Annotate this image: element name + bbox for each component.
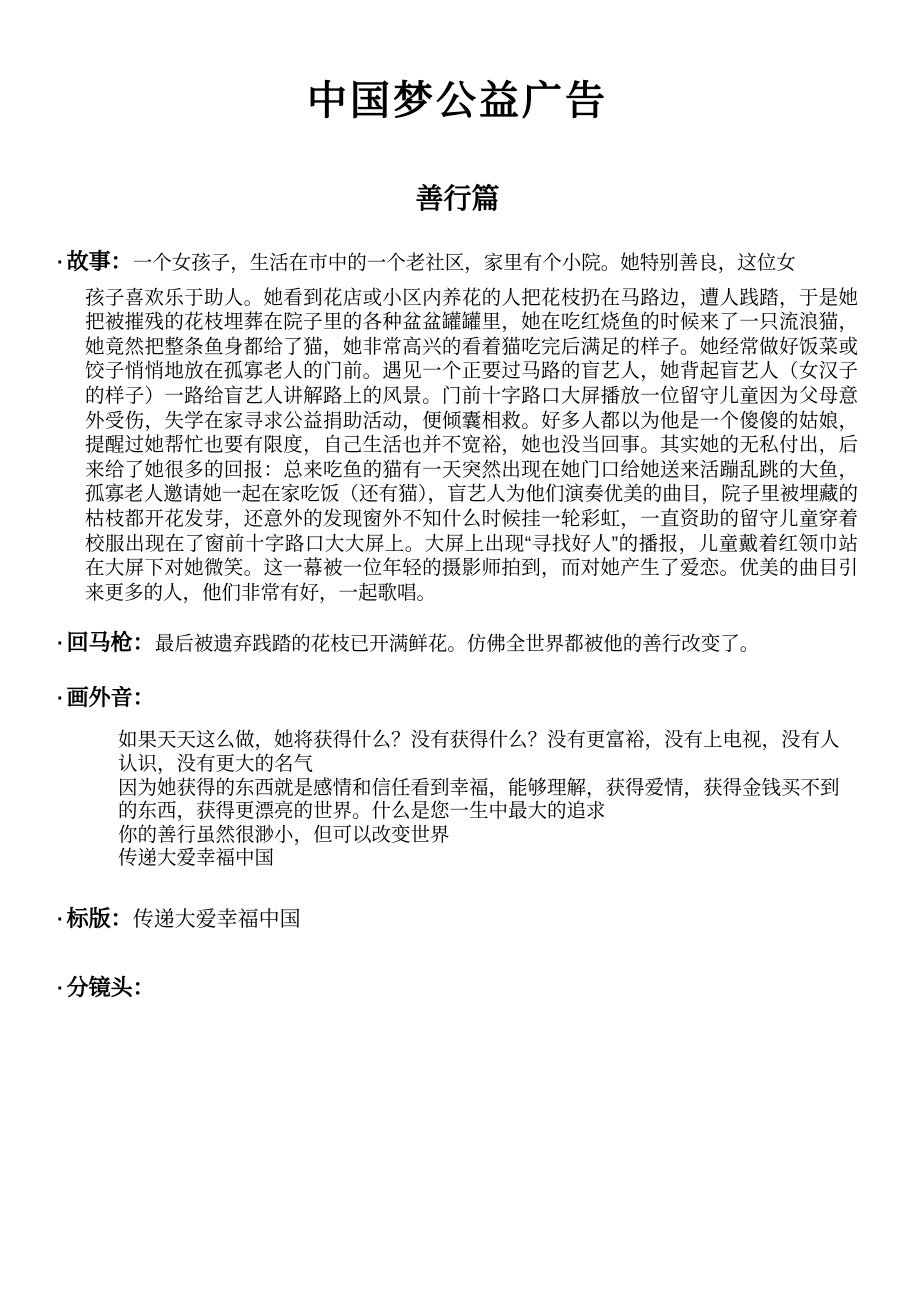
section-slate-label: 标版： xyxy=(66,905,133,931)
section-callback-label: 回马枪： xyxy=(66,630,155,656)
section-voiceover-body xyxy=(118,729,858,871)
bullet-marker: · xyxy=(57,251,64,274)
section-callback-text: 最后被遗弃践踏的花枝已开满鲜花。仿佛全世界都被他的善行改变了。 xyxy=(154,633,760,656)
section-slate-heading xyxy=(57,905,858,934)
bullet-marker: · xyxy=(57,977,64,1000)
voiceover-line: 如果天天这么做，她将获得什么？没有获得什么？没有更富裕，没有上电视，没有人认识，没有更大的名气 xyxy=(118,729,840,775)
document-subtitle: 善行篇 xyxy=(415,183,500,214)
bullet-marker: · xyxy=(57,908,64,931)
section-storyboard xyxy=(57,974,858,1003)
section-voiceover-label: 画外音： xyxy=(66,685,155,711)
voiceover-line: 因为她获得的东西就是感情和信任看到幸福，能够理解，获得爱情，获得金钱买不到的东西，获得更漂亮的世界。什么是您一生中最大的追求 xyxy=(118,776,840,823)
section-story xyxy=(57,248,858,606)
section-callback xyxy=(57,629,858,658)
voiceover-line: 传递大爱幸福中国 xyxy=(118,847,275,870)
section-storyboard-label: 分镜头： xyxy=(66,974,155,1000)
section-story-body: 孩子喜欢乐于助人。她看到花店或小区内养花的人把花枝扔在马路边，遭人践踏，于是她把被摧残的花枝埋葬在院子里的各种盆盆罐罐里，她在吃红烧鱼的时候来了一只流浪猫，她竟然把整条鱼身都给了猫，她非常高兴的看着猫吃完后满足的样子。她经常做好饭菜或饺子悄悄地放在孤寡老人的门前。遇见一个正要过马路的盲艺人，她背起盲艺人（女汉子的样子）一路给盲艺人讲解路上的风景。门前十字路口大屏播放一位留守儿童因为父母意外受伤，失学在家寻求公益捐助活动，便倾囊相救。好多人都以为他是一个傻傻的姑娘，提醒过她帮忙也要有限度，自己生活也并不宽裕，她也没当回事。其实她的无私付出，后来给了她很多的回报：总来吃鱼的猫有一天突然出现在她门口给她送来活蹦乱跳的大鱼，孤寡老人邀请她一起在家吃饭（还有猫），盲艺人为他们演奏优美的曲目，院子里被埋藏的枯枝都开花发芽，还意外的发现窗外不知什么时候挂一轮彩虹，一直资助的留守儿童穿着校服出现在了窗前十字路口大大屏上。大屏上出现“寻找好人”的播报，儿童戴着红领巾站在大屏下对她微笑。这一幕被一位年轻的摄影师拍到，而对她产生了爱恋。优美的曲目引来更多的人，他们非常有好，一起歌唱。 xyxy=(85,286,858,604)
section-story-lead: 一个女孩子，生活在市中的一个老社区，家里有个小院。她特别善良，这位女 xyxy=(132,251,796,274)
section-story-heading xyxy=(57,248,858,277)
section-slate xyxy=(57,905,858,934)
document-title: 中国梦公益广告 xyxy=(307,79,608,123)
bullet-marker: · xyxy=(57,633,64,656)
section-storyboard-heading xyxy=(57,974,858,1003)
section-slate-text: 传递大爱幸福中国 xyxy=(132,907,301,931)
section-voiceover xyxy=(57,684,858,871)
section-voiceover-heading xyxy=(57,684,858,713)
voiceover-line: 你的善行虽然很渺小，但可以改变世界 xyxy=(118,823,450,846)
section-story-label: 故事： xyxy=(66,248,133,274)
bullet-marker: · xyxy=(57,688,64,711)
section-callback-heading xyxy=(57,629,858,658)
